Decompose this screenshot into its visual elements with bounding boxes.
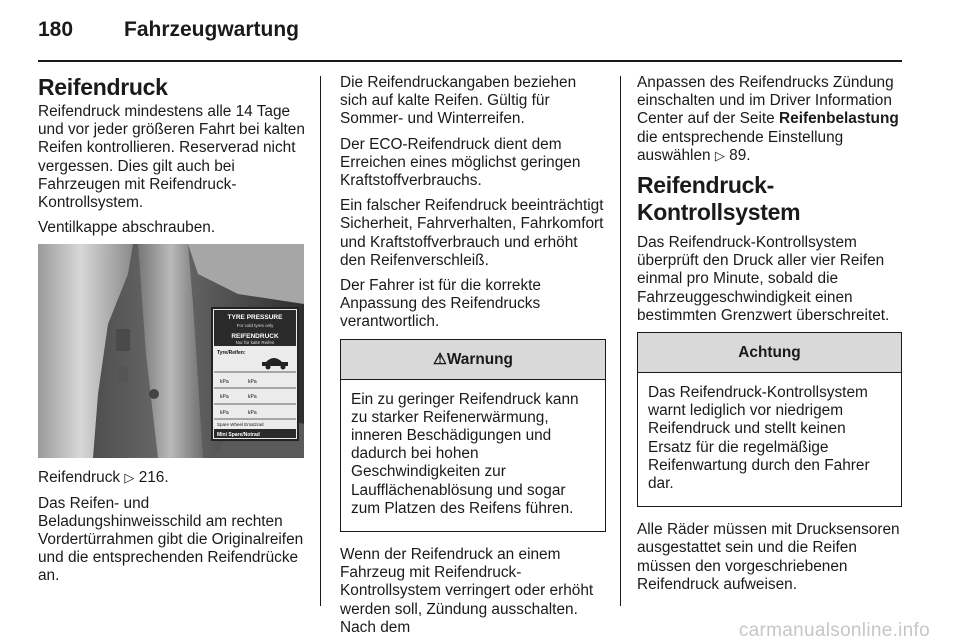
tyre-pressure-label-photo <box>38 244 304 458</box>
label-title-de: REIFENDRUCK <box>231 333 279 341</box>
reference-paragraph <box>38 469 306 487</box>
paragraph-sensors: Alle Räder müssen mit Drucksensoren ausgestattet sein und die Reifen müssen den vorgeschriebenen Reifendruck aufweisen. <box>637 521 900 593</box>
reference-page: 89. <box>729 146 751 164</box>
page-header <box>38 18 299 48</box>
label-kpa-6: kPa <box>248 410 257 417</box>
paragraph-adjust-pressure: Wenn der Reifendruck an einem Fahrzeug mit Reifendruck-Kontrollsystem verringert oder erhöht werden soll, Zündung ausschalten. Nach dem <box>340 546 594 636</box>
label-kpa-5: kPa <box>220 410 229 417</box>
reference-text: Reifendruck <box>38 469 121 487</box>
column-divider <box>620 76 621 606</box>
notice-text: Das Reifendruck-Kontrollsystem warnt lediglich vor niedrigem Reifendruck und stellt keinen Ersatz für die regelmäßige Reifenwartung durch den Fahrer dar. <box>648 384 870 493</box>
label-title-en: TYRE PRESSURE <box>227 314 283 322</box>
paragraph-tpms-description: Das Reifendruck-Kontrollsystem überprüft den Druck aller vier Reifen einmal pro Minute, sobald die Fahrzeuggeschwindigkeit einen bestimmten Grenzwert überschreitet. <box>637 234 890 324</box>
label-kpa-3: kPa <box>220 394 229 401</box>
column-divider <box>320 76 321 606</box>
column-1 <box>38 74 306 593</box>
section-title-reifendruck: Reifendruck <box>38 74 168 100</box>
label-tyre-row: Tyre/Reifen: <box>217 350 246 357</box>
label-kpa-2: kPa <box>248 379 257 386</box>
valve-paragraph: Ventilkappe abschrauben. <box>38 219 216 237</box>
label-sub-de: Nur für kalte Reifen <box>235 340 275 346</box>
warning-box <box>340 339 606 532</box>
label-kpa-4: kPa <box>248 394 257 401</box>
label-mini-spare: Mini Spare/Notrad <box>217 432 260 439</box>
warning-triangle-icon: ⚠ <box>433 350 447 368</box>
column-3 <box>637 74 902 601</box>
paragraph-cold-tyres: Die Reifendruckangaben beziehen sich auf kalte Reifen. Gültig für Sommer- und Winterreifen. <box>340 74 577 128</box>
door-frame-photo <box>38 244 304 458</box>
label-kpa-1: kPa <box>220 379 229 386</box>
intro-paragraph: Reifendruck mindestens alle 14 Tage und vor jeder größeren Fahrt bei kalten Reifen kontrollieren. Reserverad nicht vergessen. Dies gilt auch bei Fahrzeugen mit Reifendruck-Kontrollsystem. <box>38 103 305 212</box>
notice-box <box>637 332 902 507</box>
section-title-tpms: Reifendruck-Kontrollsystem <box>637 172 801 226</box>
paragraph-wrong-pressure: Ein falscher Reifendruck beeinträchtigt Sicherheit, Fahrverhalten, Fahrkomfort und Kraftstoffverbrauch und erhöht den Reifenverschleiß. <box>340 197 604 269</box>
paragraph-eco: Der ECO-Reifendruck dient dem Erreichen eines möglichst geringen Kraftstoffverbrauchs. <box>340 135 581 190</box>
menu-term-reifenbelastung: Reifenbelastung <box>779 110 899 128</box>
watermark: carmanualsonline.info <box>738 620 930 641</box>
label-sub-en: For cold tyres only <box>236 323 274 329</box>
page-ref-icon: ▷ <box>714 147 725 163</box>
column-2 <box>340 74 606 642</box>
label-location-paragraph: Das Reifen- und Beladungshinweisschild am rechten Vordertürrahmen gibt die Originalreifen und die entsprechenden Reifendrücke an. <box>38 494 304 585</box>
reference-page: 216. <box>138 469 169 487</box>
paragraph-driver-responsible: Der Fahrer ist für die korrekte Anpassung des Reifendrucks verantwortlich. <box>340 277 541 331</box>
chapter-title: Fahrzeugwartung <box>124 18 300 41</box>
page-number: 180 <box>38 18 74 41</box>
warning-header <box>341 340 605 380</box>
warning-text: Ein zu geringer Reifendruck kann zu starker Reifenerwärmung, inneren Beschädigungen und dadurch bei hohen Geschwindigkeiten zur Laufflächenablösung und sogar zum Platzen des Reifens führen. <box>351 390 579 517</box>
header-rule <box>38 60 902 62</box>
warning-title: Warnung <box>446 350 513 368</box>
page-ref-icon: ▷ <box>124 470 135 486</box>
notice-header: Achtung <box>638 333 901 373</box>
label-spare: Spare Wheel Ersatzrad <box>217 422 264 428</box>
paragraph-driver-info: Anpassen des Reifendrucks Zündung einschalten und im Driver Information Center auf der Seite Reifenbelastung die entsprechende Einstellung auswählen ▷ 89. <box>637 74 899 164</box>
